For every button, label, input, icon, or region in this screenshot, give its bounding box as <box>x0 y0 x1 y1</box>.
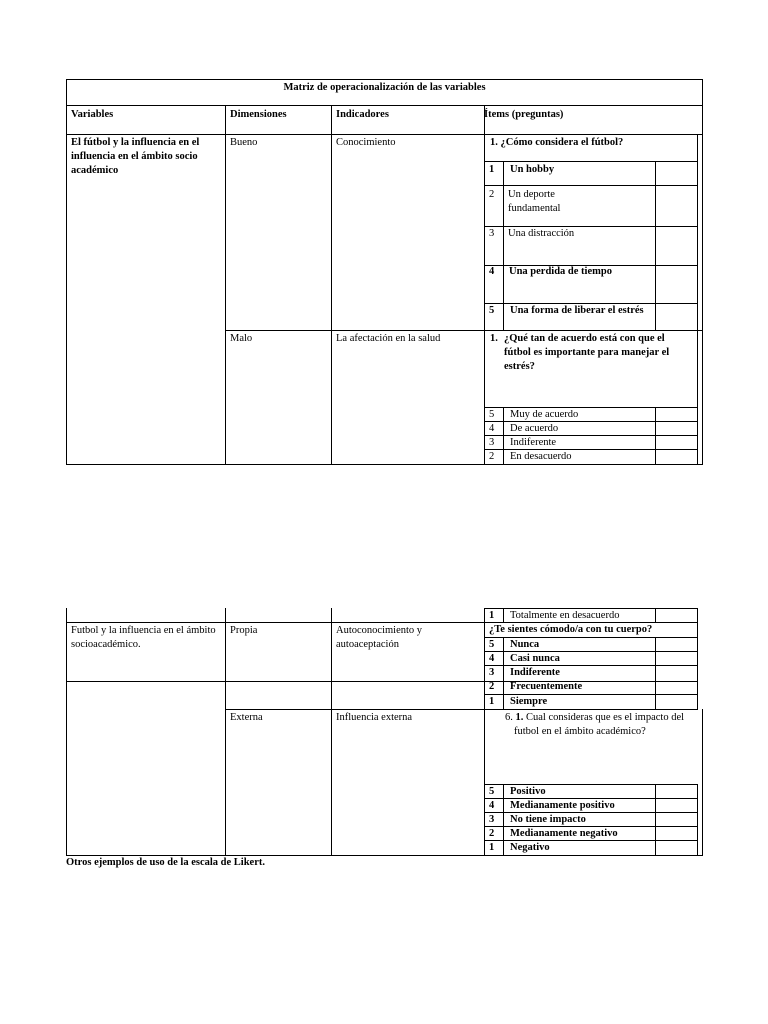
dimension-malo: Malo <box>230 333 253 344</box>
footer-note: Otros ejemplos de uso de la escala de Likert. <box>66 857 265 868</box>
table-border <box>697 784 698 856</box>
option-number: 4 <box>489 653 495 664</box>
option-label: Indiferente <box>510 437 557 448</box>
option-number: 3 <box>489 667 495 678</box>
dimension-externa: Externa <box>230 712 263 723</box>
option-label: Una distracción <box>508 228 575 239</box>
table-border <box>66 105 703 106</box>
table-border <box>484 105 485 465</box>
option-label: Muy de acuerdo <box>510 409 579 420</box>
question-4 <box>505 711 709 739</box>
indicator-salud: La afectación en la salud <box>336 333 441 344</box>
option-label: Negativo <box>510 842 550 853</box>
table-border <box>655 161 656 331</box>
option-label: Positivo <box>510 786 546 797</box>
option-label: Indiferente <box>510 667 560 678</box>
option-number: 2 <box>489 681 495 692</box>
option-number: 1 <box>489 610 495 621</box>
option-label: De acuerdo <box>510 423 559 434</box>
table-border <box>702 79 703 465</box>
table-border <box>697 134 698 330</box>
option-label: Nunca <box>510 639 540 650</box>
question-2: ¿Qué tan de acuerdo está con que el fútbol es importante para manejar el estrés? <box>504 333 670 372</box>
table-border <box>484 608 485 856</box>
option-number: 5 <box>489 409 495 420</box>
option-label: Un hobby <box>510 164 555 175</box>
option-label: Medianamente negativo <box>510 828 618 839</box>
option-number: 4 <box>489 800 495 811</box>
header-dimensiones: Dimensiones <box>230 109 287 120</box>
option-label: Siempre <box>510 696 548 707</box>
option-label: Un deporte fundamental <box>508 189 561 214</box>
variable-cell: El fútbol y la influencia en el influencia en el ámbito socio académico <box>71 137 200 176</box>
option-number: 3 <box>489 437 495 448</box>
question-4-prefix: 6. <box>505 712 516 723</box>
table-border <box>66 464 703 465</box>
option-number: 4 <box>489 266 495 277</box>
option-number: 5 <box>489 639 495 650</box>
table-border <box>66 608 67 856</box>
question-3: ¿Te sientes cómodo/a con tu cuerpo? <box>489 624 653 635</box>
table-border <box>66 681 698 682</box>
table-border <box>225 330 703 331</box>
option-number: 3 <box>489 814 495 825</box>
option-number: 5 <box>489 786 495 797</box>
option-number: 2 <box>489 451 495 462</box>
table-border <box>697 330 698 464</box>
table-border <box>655 608 656 623</box>
table-border <box>331 105 332 465</box>
dimension-bueno: Bueno <box>230 137 258 148</box>
question-1: 1. ¿Cómo considera el fútbol? <box>490 137 624 148</box>
option-label: Casi nunca <box>510 653 560 664</box>
option-number: 1 <box>489 842 495 853</box>
indicator-influencia-externa: Influencia externa <box>336 712 413 723</box>
table-border <box>503 608 504 623</box>
table-border <box>66 79 67 465</box>
table-title: Matriz de operacionalización de las variables <box>283 82 486 93</box>
table-border <box>503 637 504 709</box>
table-border <box>697 608 698 709</box>
table-border <box>503 161 504 331</box>
table-border <box>655 407 656 464</box>
header-items: Ítems (preguntas) <box>484 109 564 120</box>
table-border <box>66 79 703 80</box>
option-label: Frecuentemente <box>510 681 583 692</box>
option-label: No tiene impacto <box>510 814 586 825</box>
header-indicadores: Indicadores <box>336 109 389 120</box>
table-border <box>503 407 504 464</box>
option-number: 2 <box>489 189 495 200</box>
option-label: Una perdida de tiempo <box>509 266 612 277</box>
question-4-number: 1. <box>515 712 524 723</box>
table-border <box>503 784 504 856</box>
dimension-propia: Propia <box>230 625 258 636</box>
option-label: En desacuerdo <box>510 451 572 462</box>
variable-cell: Futbol y la influencia en el ámbito socioacadémico. <box>71 625 216 650</box>
option-label: Medianamente positivo <box>510 800 615 811</box>
table-border <box>225 608 226 856</box>
option-number: 2 <box>489 828 495 839</box>
table-border <box>484 185 698 186</box>
option-number: 1 <box>489 696 495 707</box>
table-border <box>655 784 656 856</box>
question-4-text: Cual consideras que es el impacto del futbol en el ámbito académico? <box>514 712 685 737</box>
indicator-autoconocimiento: Autoconocimiento y autoaceptación <box>336 625 423 650</box>
table-border <box>225 105 226 465</box>
indicator-conocimiento: Conocimiento <box>336 137 396 148</box>
header-variables: Variables <box>71 109 114 120</box>
option-number: 3 <box>489 228 495 239</box>
table-border <box>655 637 656 709</box>
option-number: 4 <box>489 423 495 434</box>
option-label: Una forma de liberar el estrés <box>510 305 644 316</box>
table-border <box>225 709 698 710</box>
question-2-number: 1. <box>490 333 498 344</box>
option-number: 1 <box>489 164 495 175</box>
option-label: Totalmente en desacuerdo <box>510 610 620 621</box>
table-border <box>66 134 703 135</box>
table-border <box>331 608 332 856</box>
option-number: 5 <box>489 305 495 316</box>
table-border <box>484 161 698 162</box>
